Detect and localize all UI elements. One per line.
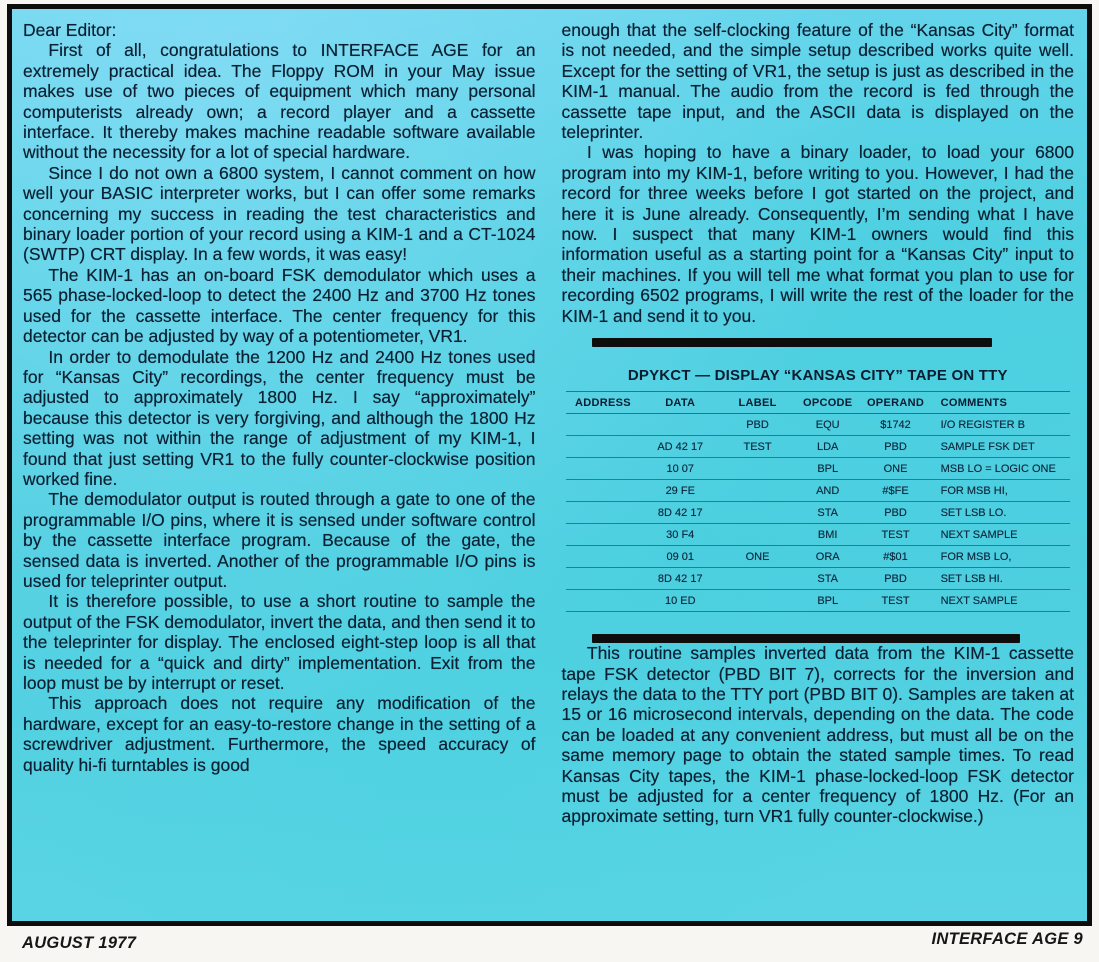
cell-operand: $1742 xyxy=(860,414,930,436)
cell-operand: #$FE xyxy=(860,480,930,502)
cell-label xyxy=(720,590,795,612)
cell-operand: PBD xyxy=(860,502,930,524)
cell-data: 10 ED xyxy=(640,590,720,612)
cell-opcode: EQU xyxy=(795,414,860,436)
cell-opcode: BMI xyxy=(795,524,860,546)
cell-opcode: LDA xyxy=(795,436,860,458)
cell-comments: NEXT SAMPLE xyxy=(931,590,1070,612)
cell-data xyxy=(640,414,720,436)
letter-page-panel xyxy=(7,4,1092,926)
cell-data: 09 01 xyxy=(640,546,720,568)
cell-opcode: ORA xyxy=(795,546,860,568)
cell-opcode: STA xyxy=(795,502,860,524)
listing-header-row xyxy=(566,392,1071,414)
cell-data: 10 07 xyxy=(640,458,720,480)
cell-data: 29 FE xyxy=(640,480,720,502)
cell-operand: ONE xyxy=(860,458,930,480)
two-column-layout xyxy=(12,9,1087,921)
table-row xyxy=(566,480,1071,502)
table-row xyxy=(566,590,1071,612)
letter-paragraph: This approach does not require any modification of the hardware, except for an easy-to-restore change in the setting of a screwdriver adjustment. Furthermore, the speed accuracy of quality hi-fi turntables is good xyxy=(23,693,536,775)
table-row xyxy=(566,568,1071,590)
cell-address xyxy=(566,480,641,502)
cell-label xyxy=(720,568,795,590)
cell-label: TEST xyxy=(720,436,795,458)
cell-address xyxy=(566,546,641,568)
column-header-opcode: OPCODE xyxy=(795,392,860,414)
cell-opcode: BPL xyxy=(795,590,860,612)
left-column xyxy=(23,20,536,921)
cell-address xyxy=(566,524,641,546)
letter-paragraph: The KIM-1 has an on-board FSK demodulator which uses a 565 phase-locked-loop to detect the 2400 Hz and 3700 Hz tones used for the cassette interface. The center frequency for this detector can be adjusted by way of a potentiometer, VR1. xyxy=(23,264,536,347)
cell-opcode: STA xyxy=(795,568,860,590)
letter-paragraph: Since I do not own a 6800 system, I cannot comment on how well your BASIC interpreter works, but I can offer some remarks concerning my success in reading the test characteristics and binary loader portion of your record using a KIM-1 and a CT-1024 (SWTP) CRT display. In a few words, it was easy! xyxy=(23,162,536,265)
footer-issue-date: AUGUST 1977 xyxy=(22,934,137,952)
listing-bottom-rule xyxy=(592,634,1020,643)
cell-comments: NEXT SAMPLE xyxy=(931,524,1070,546)
table-row xyxy=(566,436,1071,458)
cell-address xyxy=(566,458,641,480)
column-header-label: LABEL xyxy=(720,392,795,414)
table-row xyxy=(566,546,1071,568)
code-listing-block xyxy=(562,338,1075,643)
salutation: Dear Editor: xyxy=(23,20,117,40)
letter-paragraph: I was hoping to have a binary loader, to load your 6800 program into my KIM-1, before writing to you. However, I had the record for three weeks before I got started on the project, and here it is June already. Consequently, I’m sending what I have now. I suspect that many KIM-1 owners would find this information useful as a starting point for a “Kansas City” input to their machines. If you will tell me what format you plan to use for recording 6502 programs, I will write the rest of the loader for the KIM-1 and send it to you. xyxy=(561,142,1074,326)
table-row xyxy=(566,458,1071,480)
cell-label: PBD xyxy=(720,414,795,436)
cell-label xyxy=(720,458,795,480)
cell-comments: SAMPLE FSK DET xyxy=(931,436,1070,458)
cell-label: ONE xyxy=(720,546,795,568)
letter-paragraph: It is therefore possible, to use a short routine to sample the output of the FSK demodulator, invert the data, and then send it to the teleprinter for display. The enclosed eight-step loop is all that is needed for a “quick and dirty” implementation. Exit from the loop must be by interrupt or reset. xyxy=(23,591,536,693)
letter-paragraph-after-table: This routine samples inverted data from the KIM-1 cassette tape FSK detector (PBD BIT 7), corrects for the inversion and relays the data to the TTY port (PBD BIT 0). Samples are taken at 15 or 16 microsecond intervals, depending on the data. The code can be loaded at any convenient address, but must all be on the same memory page to obtain the stated sample times. To read Kansas City tapes, the KIM-1 phase-locked-loop FSK detector must be adjusted for a center frequency of 1800 Hz. (For an approximate setting, turn VR1 fully counter-clockwise.) xyxy=(561,643,1074,827)
listing-title: DPYKCT — DISPLAY “KANSAS CITY” TAPE ON TTY xyxy=(566,367,1071,392)
table-row xyxy=(566,414,1071,436)
right-column xyxy=(562,20,1075,921)
cell-address xyxy=(566,414,641,436)
cell-operand: PBD xyxy=(860,568,930,590)
cell-comments: I/O REGISTER B xyxy=(931,414,1070,436)
letter-paragraph-continuation: enough that the self-clocking feature of the “Kansas City” format is not needed, and the simple setup described works quite well. Except for the setting of VR1, the setup is just as described in the KIM-1 manual. The audio from the record is fed through the cassette tape input, and the ASCII data is displayed on the teleprinter. xyxy=(561,20,1074,143)
table-row xyxy=(566,524,1071,546)
letter-paragraph: First of all, congratulations to INTERFACE AGE for an extremely practical idea. The Floppy ROM in your May issue makes use of two pieces of equipment which many personal computerists already own; a record player and a cassette interface. It thereby makes machine readable software available without the necessity for a lot of special hardware. xyxy=(23,40,536,163)
cell-address xyxy=(566,590,641,612)
cell-comments: SET LSB HI. xyxy=(931,568,1070,590)
cell-label xyxy=(720,502,795,524)
cell-address xyxy=(566,436,641,458)
column-header-operand: OPERAND xyxy=(860,392,930,414)
cell-data: 8D 42 17 xyxy=(640,568,720,590)
letter-paragraph: In order to demodulate the 1200 Hz and 2400 Hz tones used for “Kansas City” recordings, the center frequency must be adjusted to approximately 1800 Hz. I say “approximately” because this detector is very forgiving, and although the 1800 Hz setting was not within the range of adjustment of my KIM-1, I found that just setting VR1 to the fully counter-clockwise position worked fine. xyxy=(23,346,536,489)
cell-operand: TEST xyxy=(860,524,930,546)
cell-operand: TEST xyxy=(860,590,930,612)
cell-opcode: BPL xyxy=(795,458,860,480)
cell-label xyxy=(720,524,795,546)
cell-data: 8D 42 17 xyxy=(640,502,720,524)
cell-address xyxy=(566,568,641,590)
cell-comments: FOR MSB HI, xyxy=(931,480,1070,502)
footer-magazine-page-number: INTERFACE AGE 9 xyxy=(931,930,1083,948)
column-header-address: ADDRESS xyxy=(566,392,641,414)
letter-paragraph: The demodulator output is routed through a gate to one of the programmable I/O pins, where it is sensed under software control by the cassette interface program. Because of the gate, the sensed data is inverted. Another of the programmable I/O pins is used for teleprinter output. xyxy=(23,489,536,591)
cell-comments: MSB LO = LOGIC ONE xyxy=(931,458,1070,480)
cell-address xyxy=(566,502,641,524)
table-row xyxy=(566,502,1071,524)
cell-operand: PBD xyxy=(860,436,930,458)
cell-data: AD 42 17 xyxy=(640,436,720,458)
cell-data: 30 F4 xyxy=(640,524,720,546)
cell-opcode: AND xyxy=(795,480,860,502)
cell-comments: FOR MSB LO, xyxy=(931,546,1070,568)
cell-comments: SET LSB LO. xyxy=(931,502,1070,524)
listing-table xyxy=(566,392,1071,612)
column-header-data: DATA xyxy=(640,392,720,414)
cell-operand: #$01 xyxy=(860,546,930,568)
listing-wrap xyxy=(566,367,1071,612)
listing-top-rule xyxy=(592,338,992,347)
column-header-comments: COMMENTS xyxy=(931,392,1070,414)
cell-label xyxy=(720,480,795,502)
